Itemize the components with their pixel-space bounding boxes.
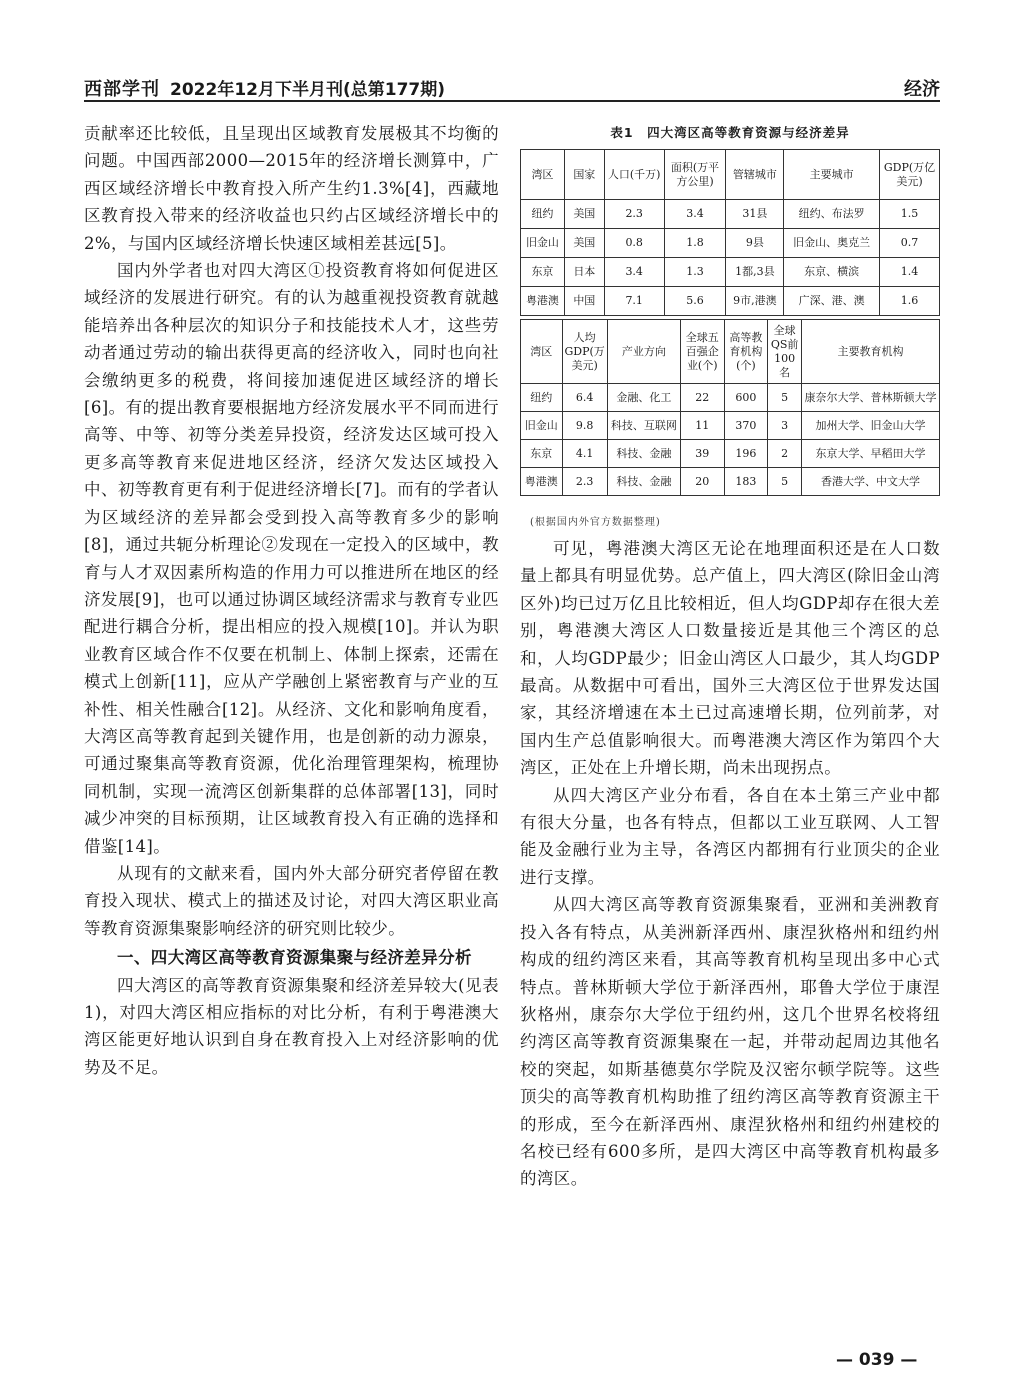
table-row: [521, 229, 940, 258]
cell: 9.8: [562, 412, 607, 440]
cell: 1.3: [664, 258, 726, 287]
cell: 4.1: [562, 440, 607, 468]
header-cell: 国家: [564, 150, 604, 200]
cell: 196: [724, 440, 768, 468]
paragraph: 从四大湾区高等教育资源集聚看，亚洲和美洲教育投入各有特点，从美洲新泽西州、康涅狄格州和纽约州构成的纽约湾区来看，其高等教育机构呈现出多中心式特点。普林斯顿大学位于新泽西州，耶鲁大学位于康涅狄格州，康奈尔大学位于纽约州，这几个世界名校将纽约湾区高等教育资源集聚在一起，并带动起周边其他名校的突起，如斯基德莫尔学院及汉密尔顿学院等。这些顶尖的高等教育机构助推了纽约湾区高等教育资源主干的形成，至今在新泽西州、康涅狄格州和纽约州建校的名校已经有600多所，是四大湾区中高等教育机构最多的湾区。: [520, 895, 940, 1189]
paragraph: 四大湾区的高等教育资源集聚和经济差异较大(见表1)，对四大湾区相应指标的对比分析，有利于粤港澳大湾区能更好地认识到自身在教育投入上对经济影响的优势及不足。: [84, 975, 499, 1077]
table-caption: 表1 四大湾区高等教育资源与经济差异: [610, 125, 850, 140]
left-column: [84, 120, 499, 1081]
cell: 广深、港、澳: [784, 287, 880, 316]
header-cell: 湾区: [521, 320, 563, 384]
header-cell: 湾区: [521, 150, 565, 200]
header-cell: 管辖城市: [726, 150, 784, 200]
table-source-note: (根据国内外官方数据整理): [530, 517, 661, 528]
header-rule: [84, 100, 940, 102]
header-cell: 人口(千万): [604, 150, 664, 200]
table-row: [521, 412, 940, 440]
cell: 22: [680, 384, 724, 412]
table-row: [521, 440, 940, 468]
cell: 39: [680, 440, 724, 468]
cell: 1都,3县: [726, 258, 784, 287]
header-cell: 主要教育机构: [802, 320, 940, 384]
cell: 1.5: [880, 200, 940, 229]
cell: 日本: [564, 258, 604, 287]
cell: 科技、金融: [607, 468, 680, 496]
table-header-row: [521, 320, 940, 384]
cell: 3.4: [604, 258, 664, 287]
cell: 370: [724, 412, 768, 440]
cell: 1.6: [880, 287, 940, 316]
table-row: [521, 200, 940, 229]
cell: 31县: [726, 200, 784, 229]
table-row: [521, 384, 940, 412]
header-cell: 高等教育机构(个): [724, 320, 768, 384]
cell: 东京大学、早稻田大学: [802, 440, 940, 468]
cell: 183: [724, 468, 768, 496]
cell: 旧金山: [521, 229, 565, 258]
cell: 科技、互联网: [607, 412, 680, 440]
cell: 2.3: [604, 200, 664, 229]
paragraph: 从四大湾区产业分布看，各自在本土第三产业中都有很大分量，也各有特点，但都以工业互联网、人工智能及金融行业为主导，各湾区内都拥有行业顶尖的企业进行支撑。: [520, 785, 940, 887]
cell: 6.4: [562, 384, 607, 412]
cell: 加州大学、旧金山大学: [802, 412, 940, 440]
table-row: [521, 258, 940, 287]
table-row: [521, 287, 940, 316]
paragraph: 国内外学者也对四大湾区①投资教育将如何促进区域经济的发展进行研究。有的认为越重视投资教育就越能培养出各种层次的知识分子和技能技术人才，这些劳动者通过劳动的输出获得更高的经济收入，同时也向社会缴纳更多的税费，将间接加速促进区域经济的增长[6]。有的提出教育要根据地方经济发展水平不同而进行高等、中等、初等分类差异投资，经济发达区域可投入更多高等教育来促进地区经济，经济欠发达区域投入中、初等教育更有利于促进经济增长[7]。而有的学者认为区域经济的差异都会受到投入高等教育多少的影响[8]，通过共轭分析理论②发现在一定投入的区域中，教育与人才双因素所构造的作用力可以推进所在地区的经济发展[9]，也可以通过协调区域经济需求与教育专业匹配进行耦合分析，提出相应的投入规模[10]。并认为职业教育区域合作不仅要在机制上、体制上探索，还需在模式上创新[11]，应从产学融创上紧密教育与产业的互补性、相关性融合[12]。从经济、文化和影响角度看，大湾区高等教育起到关键作用，也是创新的动力源泉，可通过聚集高等教育资源，优化治理管理架构，梳理协同机制，实现一流湾区创新集群的总体部署[13]，同时减少冲突的目标预期，让区域教育投入有正确的选择和借鉴[14]。: [84, 261, 499, 856]
cell: 纽约: [521, 200, 565, 229]
cell: 中国: [564, 287, 604, 316]
cell: 东京: [521, 258, 565, 287]
cell: 美国: [564, 200, 604, 229]
paragraph: 从现有的文献来看，国内外大部分研究者停留在教育投入现状、模式上的描述及讨论，对四大湾区职业高等教育资源集聚影响经济的研究则比较少。: [84, 863, 499, 938]
cell: 0.8: [604, 229, 664, 258]
cell: 5: [768, 468, 802, 496]
cell: 美国: [564, 229, 604, 258]
cell: 5: [768, 384, 802, 412]
cell: 9县: [726, 229, 784, 258]
cell: 3.4: [664, 200, 726, 229]
cell: 7.1: [604, 287, 664, 316]
header-cell: 人均GDP(万美元): [562, 320, 607, 384]
paragraph: 可见，粤港澳大湾区无论在地理面积还是在人口数量上都具有明显优势。总产值上，四大湾区(除旧金山湾区外)均已过万亿且比较相近，但人均GDP却存在很大差别，粤港澳大湾区人口数量接近是其他三个湾区的总和，人均GDP最少；旧金山湾区人口最少，其人均GDP最高。从数据中可看出，国外三大湾区位于世界发达国家，其经济增速在本土已过高速增长期，位列前茅，对国内生产总值影响很大。而粤港澳大湾区作为第四个大湾区，正处在上升增长期，尚未出现拐点。: [520, 539, 940, 778]
cell: 3: [768, 412, 802, 440]
journal-logo: 西部学刊: [84, 79, 160, 100]
header-cell: 面积(万平方公里): [664, 150, 726, 200]
header-cell: 产业方向: [607, 320, 680, 384]
cell: 2.3: [562, 468, 607, 496]
cell: 纽约: [521, 384, 563, 412]
cell: 东京: [521, 440, 563, 468]
cell: 旧金山、奥克兰: [784, 229, 880, 258]
cell: 2: [768, 440, 802, 468]
cell: 11: [680, 412, 724, 440]
cell: 粤港澳: [521, 287, 565, 316]
table-header-row: [521, 150, 940, 200]
header-cell: 全球QS前100名: [768, 320, 802, 384]
section-label: 经济: [904, 79, 940, 100]
table-part-1: [520, 149, 940, 316]
header-cell: 全球五百强企业(个): [680, 320, 724, 384]
header-cell: GDP(万亿美元): [880, 150, 940, 200]
cell: 粤港澳: [521, 468, 563, 496]
cell: 20: [680, 468, 724, 496]
cell: 1.8: [664, 229, 726, 258]
cell: 纽约、布法罗: [784, 200, 880, 229]
cell: 600: [724, 384, 768, 412]
cell: 金融、化工: [607, 384, 680, 412]
cell: 康奈尔大学、普林斯顿大学: [802, 384, 940, 412]
paragraph: 贡献率还比较低，且呈现出区域教育发展极其不均衡的问题。中国西部2000—2015年的经济增长测算中，广西区域经济增长中教育投入所产生约1.3%[4]，西藏地区教育投入带来的经济收益也只约占区域经济增长中的2%，与国内区域经济增长快速区域相差甚远[5]。: [84, 124, 499, 253]
cell: 旧金山: [521, 412, 563, 440]
cell: 9市,港澳: [726, 287, 784, 316]
cell: 香港大学、中文大学: [802, 468, 940, 496]
page-header: [84, 72, 940, 102]
table-part-2: [520, 319, 940, 496]
cell: 0.7: [880, 229, 940, 258]
cell: 1.4: [880, 258, 940, 287]
issue-label: 2022年12月下半月刊(总第177期): [170, 80, 445, 100]
header-cell: 主要城市: [784, 150, 880, 200]
cell: 科技、金融: [607, 440, 680, 468]
right-column: [520, 535, 940, 1193]
section-heading: 一、四大湾区高等教育资源集聚与经济差异分析: [117, 948, 472, 968]
cell: 东京、横滨: [784, 258, 880, 287]
page-number: — 039 —: [836, 1350, 918, 1370]
cell: 5.6: [664, 287, 726, 316]
table-row: [521, 468, 940, 496]
